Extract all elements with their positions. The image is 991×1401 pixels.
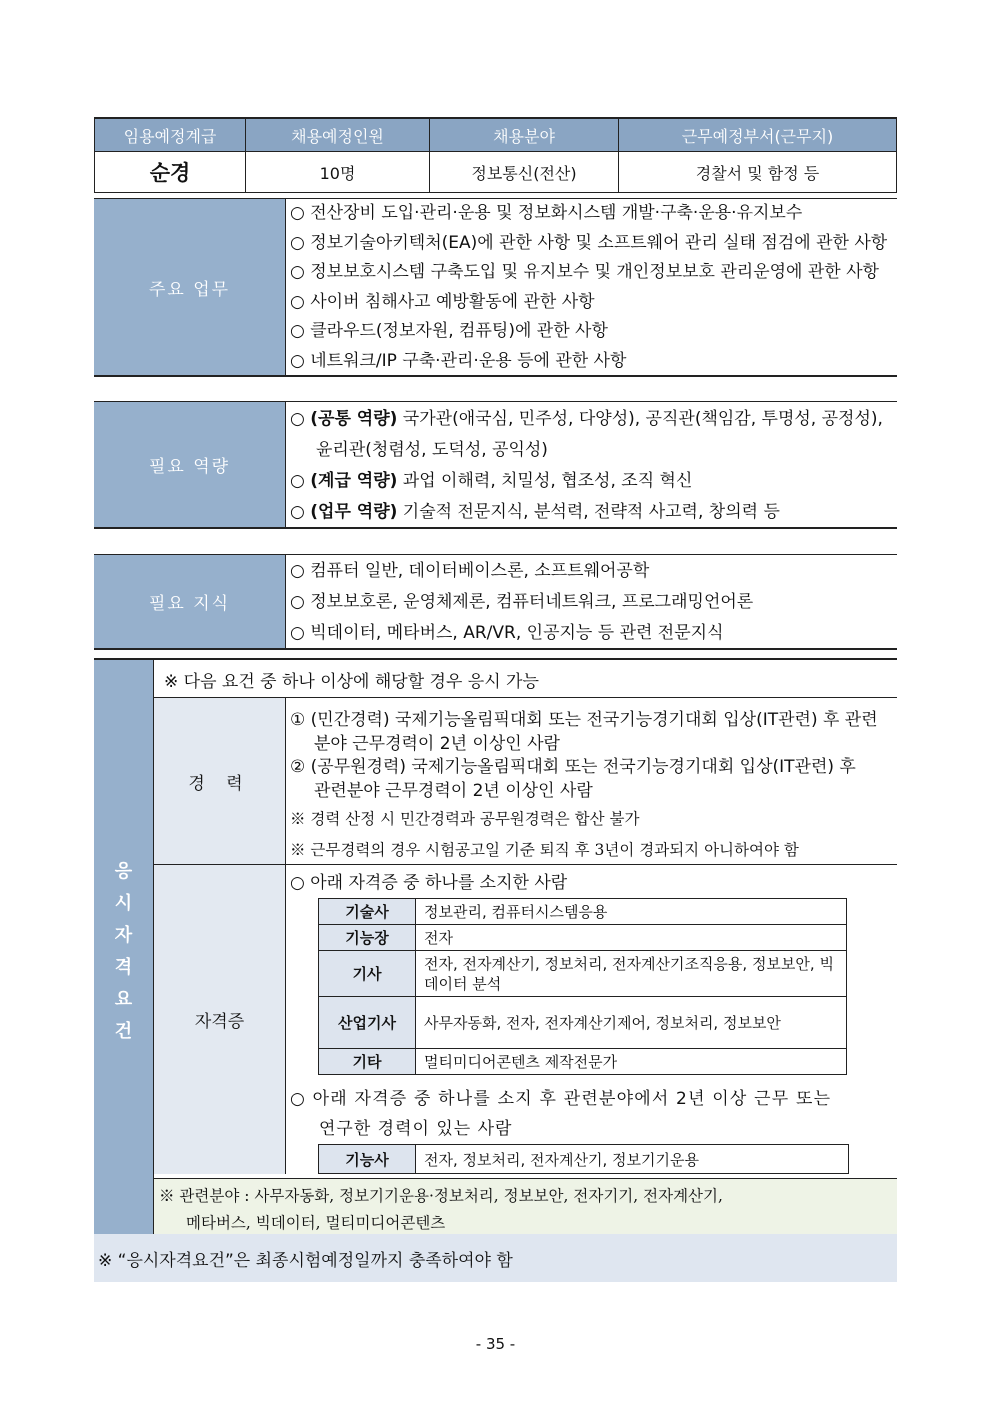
knowledge-item: ○ 정보보호론, 운영체제론, 컴퓨터네트워크, 프로그래밍언어론: [290, 592, 754, 612]
cert-intro-2: ○ 아래 자격증 중 하나를 소지 후 관련분야에서 2년 이상 근무 또는: [290, 1089, 832, 1109]
career-label: 경 력: [154, 698, 285, 864]
duty-item: ○ 클라우드(정보자원, 컴퓨팅)에 관한 사항: [290, 321, 608, 341]
duty-item: ○ 전산장비 도입·관리·운용 및 정보화시스템 개발·구축·운용·유지보수: [290, 203, 803, 223]
duties-section: [94, 198, 897, 377]
competency-item: ○ (계급 역량) 과업 이해력, 치밀성, 협조성, 조직 혁신: [290, 471, 693, 491]
knowledge-item: ○ 컴퓨터 일반, 데이터베이스론, 소프트웨어공학: [290, 561, 650, 581]
cert-items: 사무자동화, 전자, 전자계산기제어, 정보처리, 정보보안: [416, 997, 847, 1049]
cert-items: 전자, 전자계산기, 정보처리, 전자계산기조직응용, 정보보안, 빅데이터 분석: [416, 951, 847, 997]
cert-type: 기능사: [319, 1145, 416, 1174]
cert-type: 기사: [319, 951, 416, 997]
value-headcount: 10명: [246, 152, 430, 193]
cert-items: 전자, 정보처리, 전자계산기, 정보기기운용: [416, 1145, 849, 1174]
cert-type: 기술사: [319, 899, 416, 925]
value-rank: 순경: [95, 152, 246, 193]
page-number: - 35 -: [475, 1335, 516, 1353]
cert-table-2: [318, 1144, 849, 1174]
header-rank: 임용예정계급: [95, 118, 246, 152]
cert-label: 자격증: [154, 865, 285, 1174]
competency-label: 필요 역량: [94, 402, 286, 527]
related-field-note: ※ 관련분야 : 사무자동화, 정보기기운용·정보처리, 정보보안, 전자기기, 전자계산기, 메타버스, 빅데이터, 멀티미디어콘텐츠: [154, 1179, 897, 1236]
cert-intro-2-cont: 연구한 경력이 있는 사람: [319, 1119, 513, 1139]
cert-type: 기타: [319, 1049, 416, 1075]
cert-type: 기능장: [319, 925, 416, 951]
header-field: 채용분야: [430, 118, 619, 152]
cert-items: 정보관리, 컴퓨터시스템응용: [416, 899, 847, 925]
qualification-intro: ※ 다음 요건 중 하나 이상에 해당할 경우 응시 가능: [164, 672, 539, 692]
header-department: 근무예정부서(근무지): [619, 118, 897, 152]
cert-type: 산업기사: [319, 997, 416, 1049]
cert-items: 전자: [416, 925, 847, 951]
career-note: ※ 경력 산정 시 민간경력과 공무원경력은 합산 불가: [290, 810, 640, 828]
cert-table: [318, 898, 847, 1075]
cert-items: 멀티미디어콘텐츠 제작전문가: [416, 1049, 847, 1075]
qualification-section: [94, 658, 897, 1236]
career-line: 관련분야 근무경력이 2년 이상인 사람: [314, 781, 593, 801]
career-note: ※ 근무경력의 경우 시험공고일 기준 퇴직 후 3년이 경과되지 아니하여야 함: [290, 841, 799, 859]
duty-item: ○ 사이버 침해사고 예방활동에 관한 사항: [290, 291, 595, 312]
value-field: 정보통신(전산): [430, 152, 619, 193]
footer-note: ※ “응시자격요건”은 최종시험예정일까지 충족하여야 함: [94, 1234, 897, 1282]
competency-item: 윤리관(청렴성, 도덕성, 공익성): [316, 440, 548, 460]
duty-item: ○ 네트워크/IP 구축·관리·운용 등에 관한 사항: [290, 350, 627, 371]
header-headcount: 채용예정인원: [246, 118, 430, 152]
competency-section: [94, 401, 897, 529]
qualification-side-label: 응 시 자 격 요 건: [94, 660, 154, 1236]
competency-item: ○ (업무 역량) 기술적 전문지식, 분석력, 전략적 사고력, 창의력 등: [290, 502, 780, 522]
cert-intro: ○ 아래 자격증 중 하나를 소지한 사람: [290, 873, 568, 893]
recruitment-summary-table: [94, 117, 897, 193]
knowledge-label: 필요 지식: [94, 555, 286, 648]
career-line: ② (공무원경력) 국제기능올림픽대회 또는 전국기능경기대회 입상(IT관련) 후: [290, 757, 856, 777]
duty-item: ○ 정보기술아키텍처(EA)에 관한 사항 및 소프트웨어 관리 실태 점검에 관한 사항: [290, 232, 888, 253]
value-department: 경찰서 및 함정 등: [619, 152, 897, 193]
career-line: ① (민간경력) 국제기능올림픽대회 또는 전국기능경기대회 입상(IT관련) 후 관련: [290, 710, 878, 730]
knowledge-section: [94, 554, 897, 650]
duty-item: ○ 정보보호시스템 구축도입 및 유지보수 및 개인정보보호 관리운영에 관한 사항: [290, 262, 879, 282]
knowledge-item: ○ 빅데이터, 메타버스, AR/VR, 인공지능 등 관련 전문지식: [290, 623, 724, 643]
career-line: 분야 근무경력이 2년 이상인 사람: [314, 734, 560, 754]
competency-item: ○ (공통 역량) 국가관(애국심, 민주성, 다양성), 공직관(책임감, 투명성, 공정성),: [290, 409, 883, 429]
duties-label: 주요 업무: [94, 199, 286, 375]
